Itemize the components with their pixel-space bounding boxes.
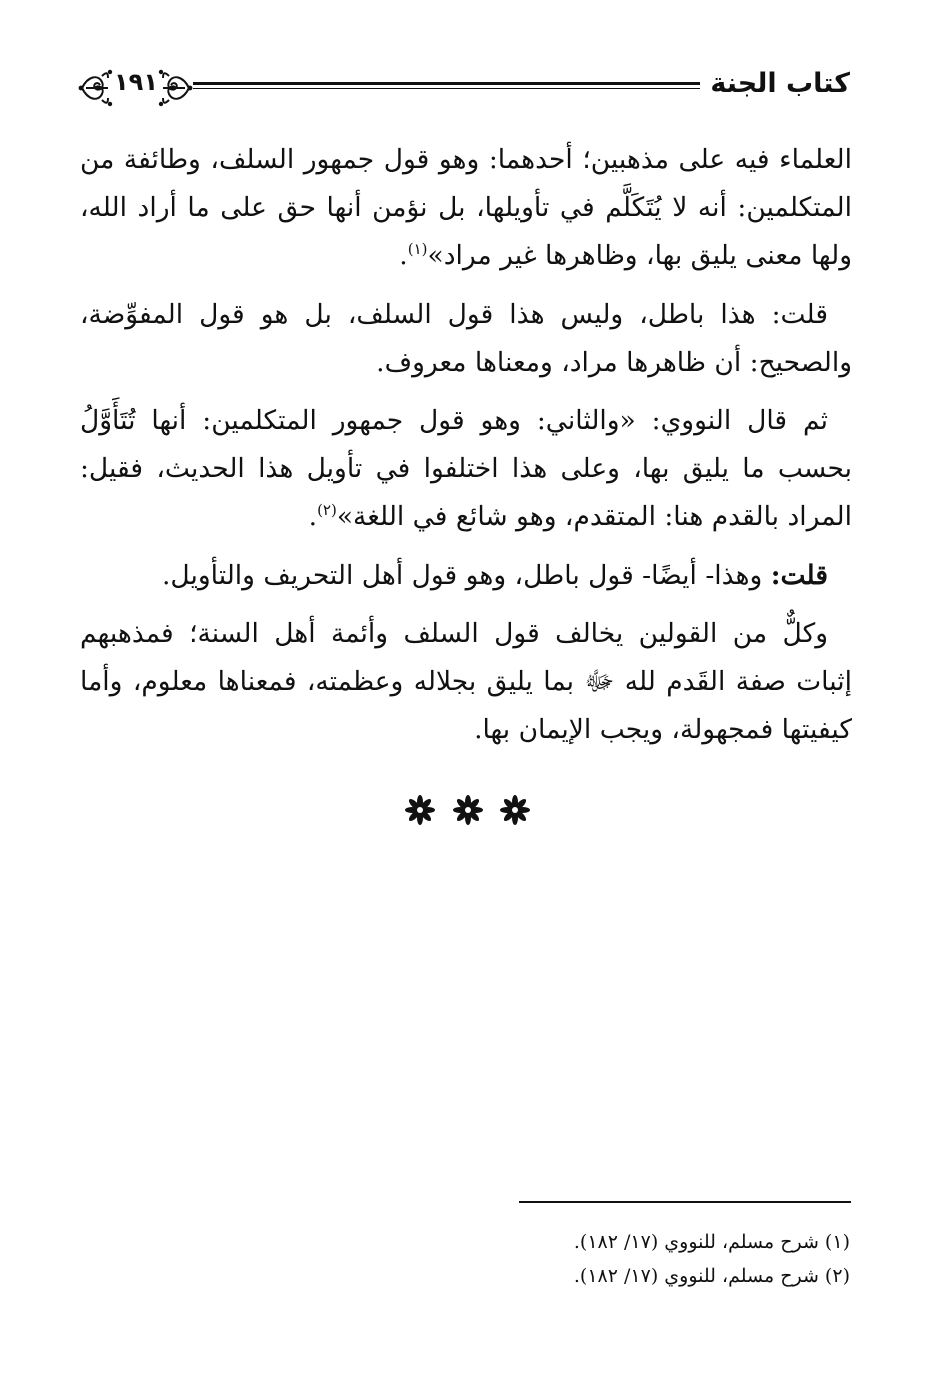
qultu-label: قلت: [770,559,828,591]
footnotes [420,1225,850,1293]
section-separator [0,795,935,829]
paragraph-5: وكلٌّ من القولين يخالف قول السلف وأئمة أهل السنة؛ فمذهبهم إثبات صفة القَدم لله ﷻ بما يليق بجلاله وعظمته، فمعناها معلوم، وأما كيفيتها فمجهولة، ويجب الإيمان بها. [80,617,852,746]
flower-ornament-icon [500,795,530,825]
header-rule [193,82,700,92]
paragraph-3: ثم قال النووي: «والثاني: وهو قول جمهور المتكلمين: أنها تُتَأَوَّلُ بحسب ما يليق بها، وعلى هذا اختلفوا في تأويل هذا الحديث، فقيل: المراد بالقدم هنا: المتقدم، وهو شائع في اللغة»$^{(٢)}$. [80,405,852,533]
flower-ornament-icon [453,795,483,825]
paragraph-1: العلماء فيه على مذهبين؛ أحدهما: وهو قول جمهور السلف، وطائفة من المتكلمين: أنه لا يُتَكَلَّم في تأويلها، بل نؤمن أنها حق على ما أراد الله، ولها معنى يليق بها، وظاهرها غير مراد»$^{(١)}$. [80,144,852,272]
footnote-ref-1: (١) [407,240,428,259]
footnote-rule [519,1201,851,1203]
footnote-2: (٢) شرح مسلم، للنووي (١٧/ ١٨٢). [573,1265,850,1287]
footnote-1: (١) شرح مسلم، للنووي (١٧/ ١٨٢). [573,1231,850,1253]
paragraph-2: قلت: هذا باطل، وليس هذا قول السلف، بل هو قول المفوِّضة، والصحيح: أن ظاهرها مراد، ومعناها معروف. [80,298,852,378]
book-title: كتاب الجنة [710,68,850,99]
page-number: ١٩١ [114,68,158,96]
main-text [80,136,852,764]
page-header [78,62,850,118]
footnote-ref-2: (٢) [317,501,337,520]
flower-ornament-icon [405,795,435,825]
paragraph-4: قلت: وهذا- أيضًا- قول باطل، وهو قول أهل التحريف والتأويل. [162,559,828,591]
page-number-frame [78,62,193,114]
